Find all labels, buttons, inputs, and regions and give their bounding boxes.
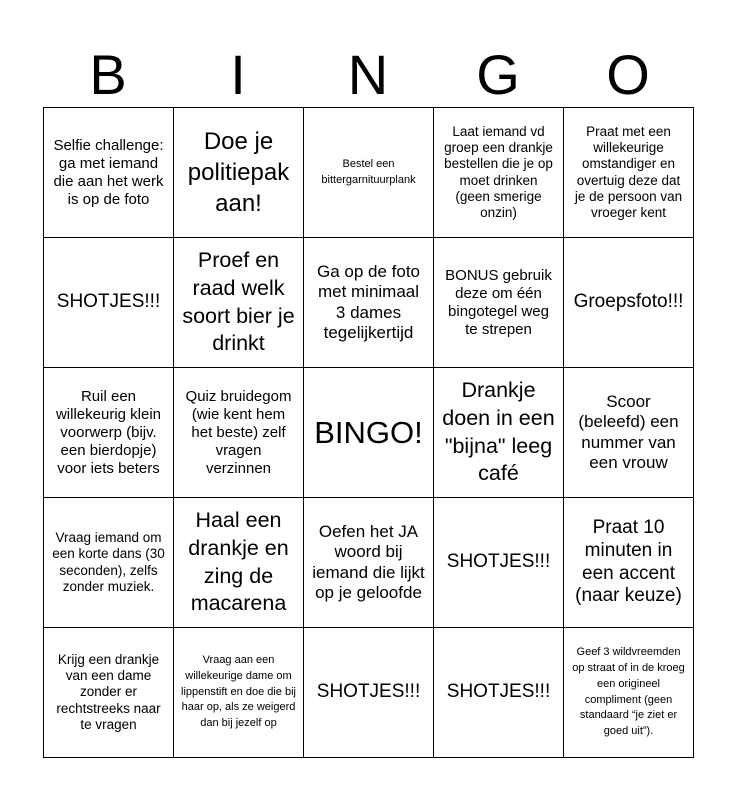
board-row-2	[44, 238, 694, 368]
bingo-cell: SHOTJES!!!	[304, 628, 434, 758]
bingo-cell: Praat met een willekeurige omstandiger en overtuig deze dat je de persoon van vroeger kent	[564, 108, 694, 238]
bingo-cell: Geef 3 wildvreemden op straat of in de kroeg een origineel compliment (geen standaard “je ziet er goed uit”).	[564, 628, 694, 758]
bingo-cell: SHOTJES!!!	[434, 628, 564, 758]
bingo-cell: Ruil een willekeurig klein voorwerp (bijv. een bierdopje) voor iets beters	[44, 368, 174, 498]
board-row-4	[44, 498, 694, 628]
bingo-cell: Bestel een bittergarnituurplank	[304, 108, 434, 238]
bingo-cell: Quiz bruidegom (wie kent hem het beste) zelf vragen verzinnen	[174, 368, 304, 498]
bingo-cell: Praat 10 minuten in een accent (naar keuze)	[564, 498, 694, 628]
bingo-cell: Oefen het JA woord bij iemand die lijkt op je geloofde	[304, 498, 434, 628]
bingo-cell: Vraag aan een willekeurige dame om lippenstift en doe die bij haar op, als ze weigerd dan bij jezelf op	[174, 628, 304, 758]
bingo-cell: Proef en raad welk soort bier je drinkt	[174, 238, 304, 368]
bingo-cell: Selfie challenge: ga met iemand die aan het werk is op de foto	[44, 108, 174, 238]
header-letter-g: G	[476, 43, 520, 106]
board-row-3	[44, 368, 694, 498]
header-letter-o: O	[606, 43, 650, 106]
bingo-cell: Haal een drankje en zing de macarena	[174, 498, 304, 628]
bingo-board	[43, 107, 694, 758]
bingo-cell: Groepsfoto!!!	[564, 238, 694, 368]
board-row-5	[44, 628, 694, 758]
bingo-cell: SHOTJES!!!	[44, 238, 174, 368]
bingo-cell: Krijg een drankje van een dame zonder er rechtstreeks naar te vragen	[44, 628, 174, 758]
bingo-cell: BONUS gebruik deze om één bingotegel weg te strepen	[434, 238, 564, 368]
bingo-cell: Scoor (beleefd) een nummer van een vrouw	[564, 368, 694, 498]
bingo-header	[43, 40, 693, 110]
bingo-cell: Ga op de foto met minimaal 3 dames tegelijkertijd	[304, 238, 434, 368]
bingo-cell: Doe je politiepak aan!	[174, 108, 304, 238]
bingo-cell: Laat iemand vd groep een drankje bestellen die je op moet drinken (geen smerige onzin)	[434, 108, 564, 238]
bingo-cell: Vraag iemand om een korte dans (30 seconden), zelfs zonder muziek.	[44, 498, 174, 628]
header-letter-b: B	[89, 43, 127, 106]
header-letter-i: I	[230, 43, 246, 106]
board-row-1	[44, 108, 694, 238]
bingo-cell: SHOTJES!!!	[434, 498, 564, 628]
free-space-cell: BINGO!	[304, 368, 434, 498]
header-letter-n: N	[347, 43, 389, 106]
bingo-cell: Drankje doen in een "bijna" leeg café	[434, 368, 564, 498]
